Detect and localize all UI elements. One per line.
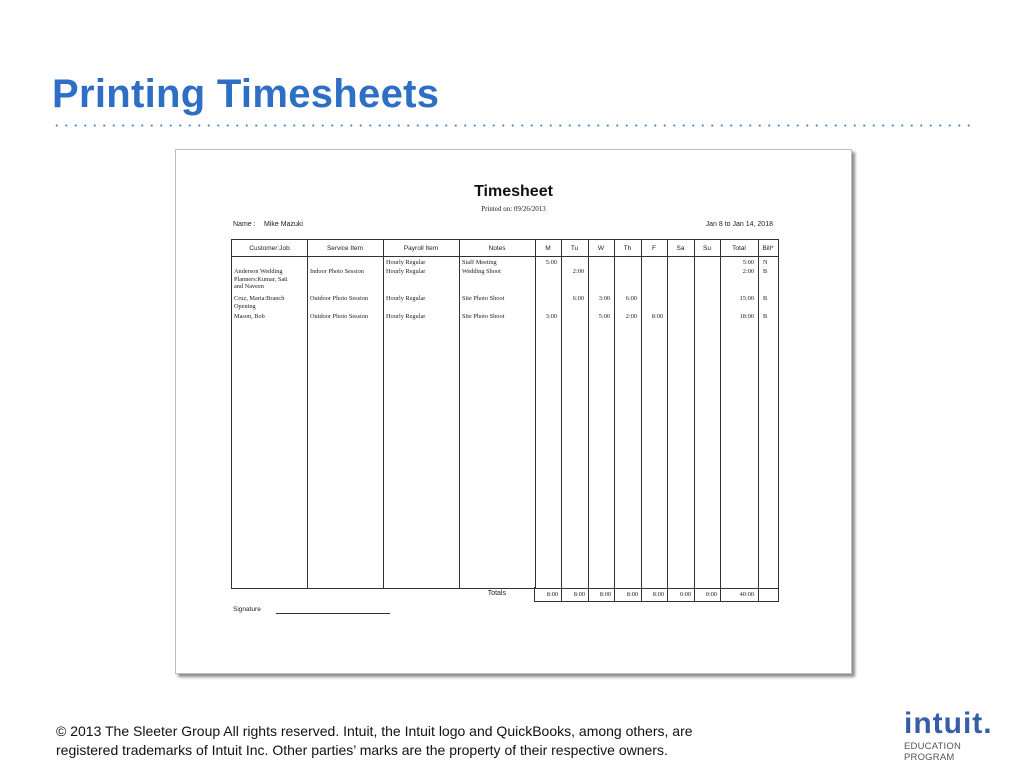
cell-notes: Site Photo Shoot — [462, 295, 505, 302]
signature-line — [276, 613, 390, 614]
total-wed: 8:00 — [599, 591, 611, 598]
col-header-customer-job: Customer:Job — [249, 245, 290, 252]
cell-customer-job-line3: and Naveen — [234, 283, 264, 290]
col-header-sun: Su — [703, 245, 711, 252]
cell-hours-mon: 5:00 — [545, 259, 557, 266]
cell-hours-wed: 5:00 — [598, 313, 610, 320]
cell-payroll-item: Hourly Regular — [386, 313, 426, 320]
column-divider — [535, 240, 536, 588]
employee-name: Mike Mazuki — [264, 221, 303, 228]
column-divider — [758, 240, 759, 588]
date-range: Jan 8 to Jan 14, 2018 — [705, 221, 773, 228]
cell-total: 18:00 — [739, 313, 754, 320]
total-tue: 8:00 — [573, 591, 585, 598]
total-mon: 8:00 — [546, 591, 558, 598]
copyright-footer — [56, 722, 846, 760]
cell-total: 5:00 — [742, 259, 754, 266]
col-header-wed: W — [597, 245, 605, 252]
logo-subtitle: EDUCATION PROGRAM — [904, 741, 962, 763]
name-label: Name : — [233, 221, 256, 228]
col-header-service-item: Service Item — [326, 245, 364, 252]
cell-payroll-item: Hourly Regular — [386, 268, 426, 275]
col-header-payroll-item: Payroll Item — [403, 245, 439, 252]
col-header-fri: F — [652, 245, 656, 252]
cell-hours-mon: 3:00 — [545, 313, 557, 320]
column-divider — [561, 240, 562, 588]
cell-hours-thu: 2:00 — [625, 313, 637, 320]
col-header-bill: Bill* — [762, 245, 774, 252]
cell-notes: Wedding Shoot — [462, 268, 501, 275]
header-divider — [232, 256, 778, 257]
cell-total: 15:00 — [739, 295, 754, 302]
cell-hours-thu: 6:00 — [625, 295, 637, 302]
cell-hours-wed: 3:00 — [598, 295, 610, 302]
cell-hours-tue: 2:00 — [572, 268, 584, 275]
cell-customer-job-line2: Planners:Kumar, Sati — [234, 275, 288, 283]
cell-customer-job: Mason, Bob — [234, 313, 265, 320]
cell-payroll-item: Hourly Regular — [386, 295, 426, 302]
cell-customer-job-line2: Opening — [234, 302, 256, 310]
column-divider — [588, 240, 589, 588]
cell-service-item: Outdoor Photo Session — [310, 295, 369, 302]
total-sat: 0:00 — [679, 591, 691, 598]
cell-service-item: Outdoor Photo Session — [310, 313, 369, 320]
col-header-notes: Notes — [488, 245, 506, 252]
column-divider — [383, 240, 384, 588]
column-divider — [614, 240, 615, 588]
total-sun: 0:00 — [705, 591, 717, 598]
logo-wordmark: intuit. — [904, 707, 993, 740]
copyright-line-1: © 2013 The Sleeter Group All rights reserved. Intuit, the Intuit logo and QuickBooks, among others, are — [56, 723, 693, 739]
column-divider — [720, 240, 721, 588]
column-divider — [694, 240, 695, 588]
cell-service-item: Indoor Photo Session — [310, 268, 364, 275]
cell-bill: N — [763, 259, 768, 266]
cell-customer-job: Cruz, Maria:Branch — [234, 295, 285, 302]
timesheet-preview — [175, 149, 852, 674]
column-divider — [641, 240, 642, 588]
column-divider — [758, 587, 759, 601]
column-divider — [459, 240, 460, 588]
col-header-mon: M — [545, 245, 551, 252]
col-header-thu: Th — [623, 245, 632, 252]
dotted-divider — [52, 124, 972, 127]
intuit-logo — [904, 708, 1010, 763]
signature-label: Signature — [233, 606, 261, 613]
cell-bill: B — [763, 295, 768, 302]
cell-total: 2:00 — [742, 268, 754, 275]
slide-title: Printing Timesheets — [52, 72, 440, 116]
timesheet-title: Timesheet — [474, 183, 553, 200]
copyright-line-2: registered trademarks of Intuit Inc. Other parties’ marks are the property of their respective owners. — [56, 742, 668, 758]
totals-row — [534, 587, 779, 602]
col-header-tue: Tu — [570, 245, 579, 252]
column-divider — [667, 240, 668, 588]
timesheet-table — [231, 239, 779, 589]
cell-notes: Staff Meeting — [462, 259, 497, 266]
cell-hours-fri: 8:00 — [651, 313, 663, 320]
total-fri: 8:00 — [652, 591, 664, 598]
cell-hours-tue: 6:00 — [572, 295, 584, 302]
total-thu: 8:00 — [626, 591, 638, 598]
cell-customer-job: Anderson Wedding — [234, 268, 283, 275]
col-header-total: Total — [732, 245, 746, 252]
printed-on: Printed on: 09/26/2013 — [481, 205, 546, 213]
col-header-sat: Sa — [676, 245, 685, 252]
cell-bill: B — [763, 313, 768, 320]
cell-payroll-item: Hourly Regular — [386, 259, 426, 266]
cell-notes: Site Photo Shoot — [462, 313, 505, 320]
total-hours: 40:00 — [739, 591, 754, 598]
column-divider — [307, 240, 308, 588]
cell-bill: B — [763, 268, 768, 275]
totals-label: Totals — [487, 590, 506, 597]
